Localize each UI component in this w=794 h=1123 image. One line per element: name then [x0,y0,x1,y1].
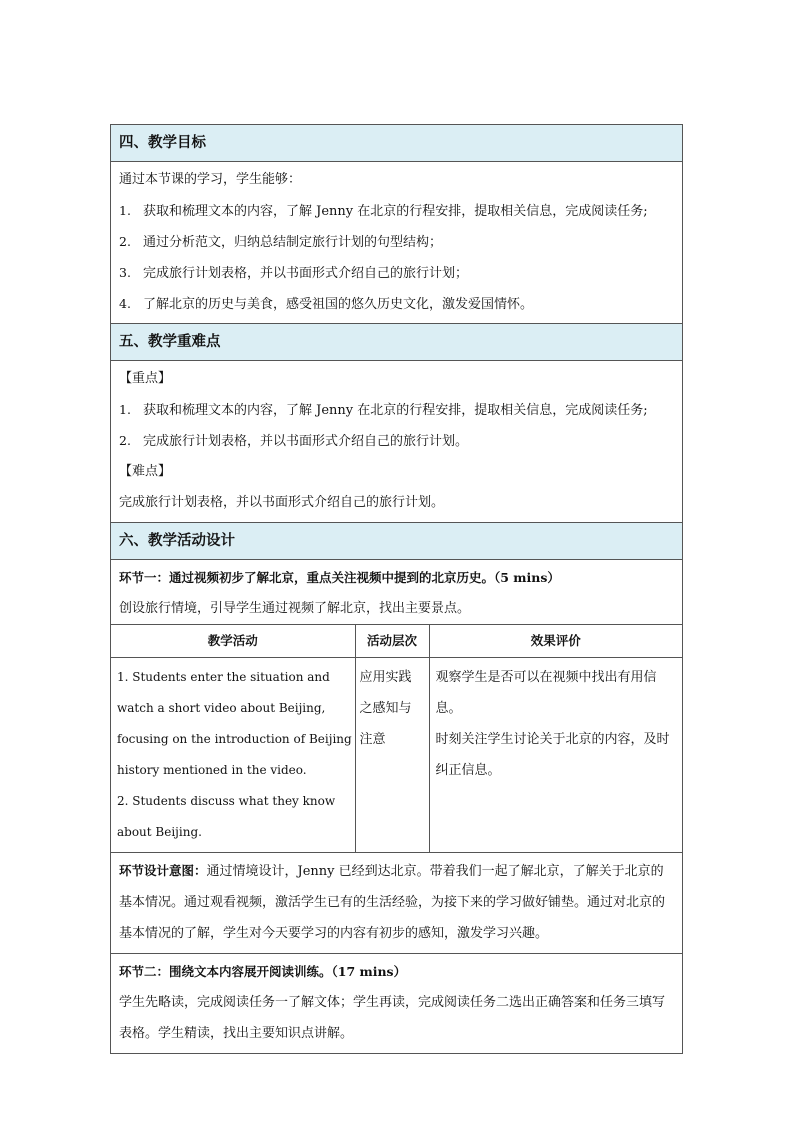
lesson-plan-document [110,124,683,1054]
section-objectives-title: 四、教学目标 [111,125,683,162]
step1-activity-table-cell [111,625,683,853]
objectives-intro: 通过本节课的学习，学生能够： [119,172,302,187]
key-point-item: 1. 获取和梳理文本的内容，了解 Jenny 在北京的行程安排，提取相关信息，完成阅读任务; [119,402,648,418]
activity-evaluation: 观察学生是否可以在视频中找出有用信息。 时刻关注学生讨论关于北京的内容，及时纠正信息。 [429,658,682,853]
difficult-point-text: 完成旅行计划表格，并以书面形式介绍自己的旅行计划。 [119,495,445,510]
activity-description: 1. Students enter the situation and watch a short video about Beijing, focusing on the introduction of Beijing history mentioned in the video. 2. Students discuss what they know about Beijing. [111,658,355,853]
step1-activity-table [111,625,682,852]
design-intent-label: 环节设计意图： [119,863,207,878]
objective-item: 4. 了解北京的历史与美食，感受祖国的悠久历史文化，激发爱国情怀。 [119,296,534,312]
section-activity-design-title: 六、教学活动设计 [111,523,683,560]
column-header-activity: 教学活动 [111,625,355,658]
step1-description: 创设旅行情境，引导学生通过视频了解北京，找出主要景点。 [119,601,471,616]
step2-description: 学生先略读，完成阅读任务一了解文体；学生再读，完成阅读任务二选出正确答案和任务三填写表格。学生精读，找出主要知识点讲解。 [119,995,666,1041]
column-header-evaluation: 效果评价 [429,625,682,658]
step1-heading: 环节一：通过视频初步了解北京，重点关注视频中提到的北京历史。（5 mins） [119,570,560,585]
section-key-points-title: 五、教学重难点 [111,324,683,361]
objective-item: 3. 完成旅行计划表格，并以书面形式介绍自己的旅行计划； [119,265,469,281]
section-objectives-body [111,162,683,324]
design-intent-text: 通过情境设计，Jenny 已经到达北京。带着我们一起了解北京，了解关于北京的基本情况。通过观看视频，激活学生已有的生活经验，为接下来的学习做好铺垫。通过对北京的基本情况的了解，学生对今天要学习的内容有初步的感知，激发学习兴趣。 [119,864,666,941]
section-key-points-body [111,361,683,523]
step2-cell [111,954,683,1054]
step1-design-intent [111,853,683,954]
objective-item: 1. 获取和梳理文本的内容，了解 Jenny 在北京的行程安排，提取相关信息，完成阅读任务; [119,203,648,219]
lesson-plan-table [110,124,683,1054]
activity-level: 应用实践 之感知与 注意 [355,658,429,853]
column-header-level: 活动层次 [355,625,429,658]
key-points-label: 【重点】 [119,371,172,386]
objective-item: 2. 通过分析范文，归纳总结制定旅行计划的句型结构； [119,234,443,250]
step2-heading: 环节二：围绕文本内容展开阅读训练。（17 mins） [119,964,407,979]
difficult-points-label: 【难点】 [119,464,172,479]
step1-header-cell [111,560,683,625]
key-point-item: 2. 完成旅行计划表格，并以书面形式介绍自己的旅行计划。 [119,433,469,449]
